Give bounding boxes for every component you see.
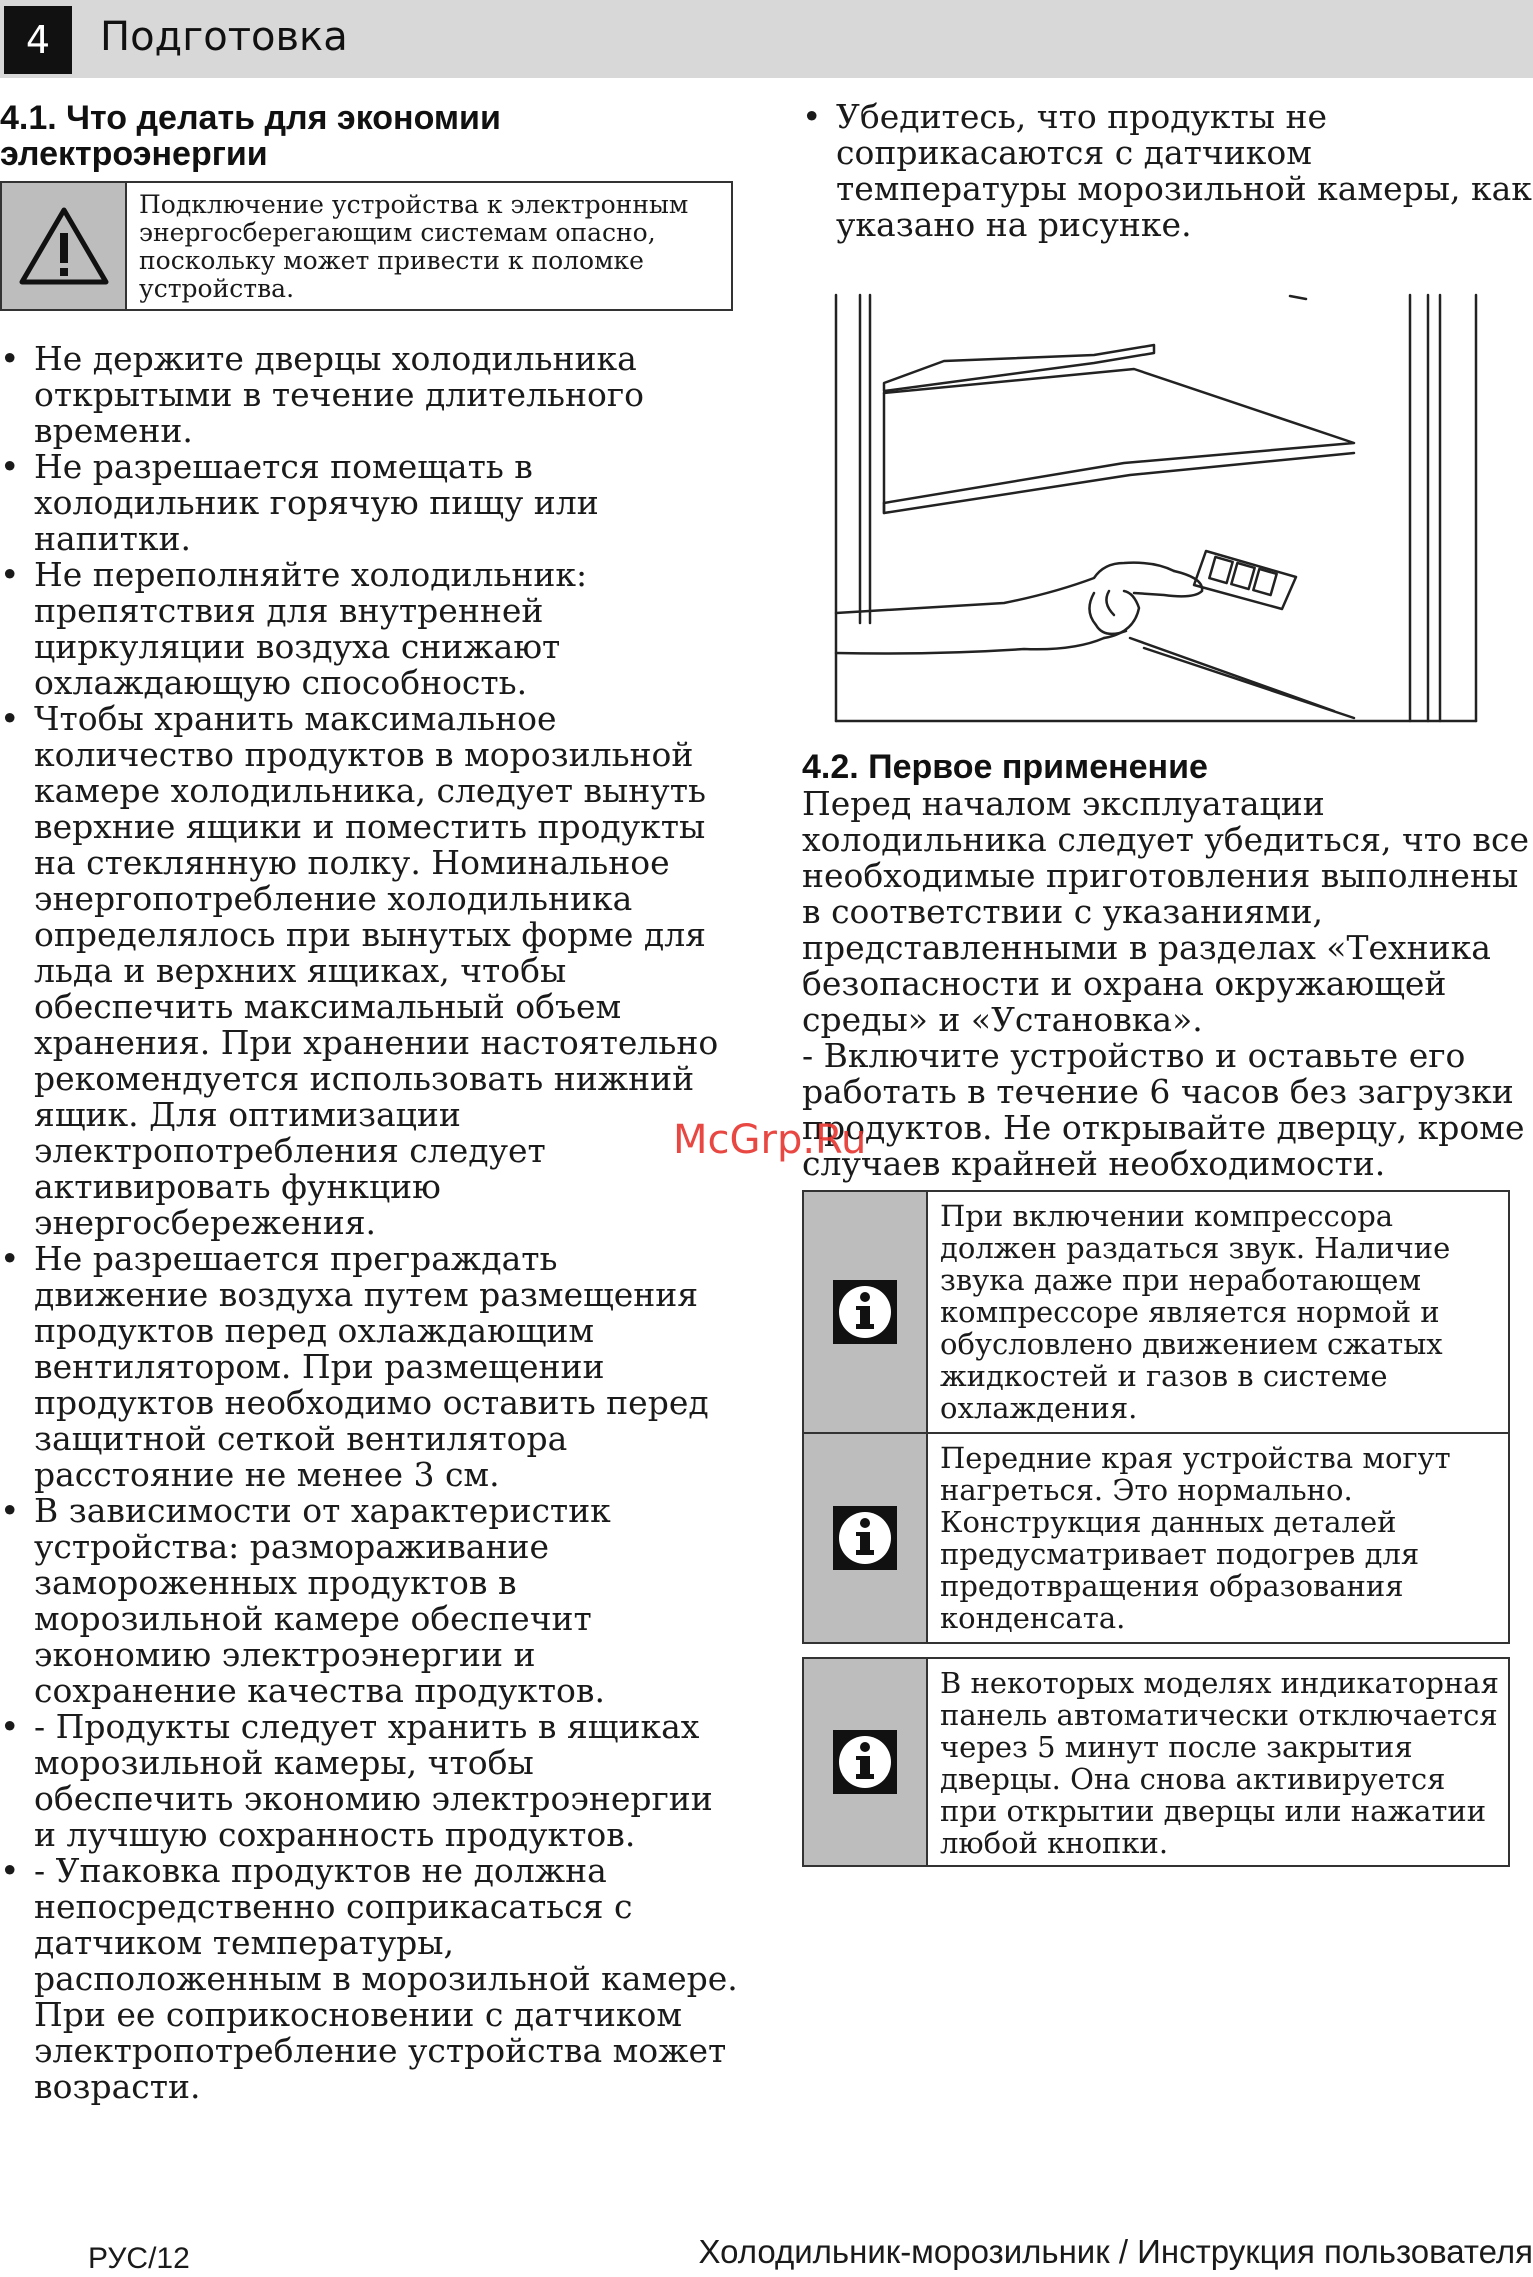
section-header-bar (0, 0, 1533, 78)
page-number: РУС/12 (88, 2242, 190, 2275)
info-note-row (804, 1432, 1508, 1642)
info-icon (833, 1280, 897, 1344)
info-note-text: Передние края устройства могут нагреться. Это нормально. Конструкция данных деталей предусматривает подогрев для предотвращения образования конденсата. (940, 1441, 1451, 1635)
list-item: • Чтобы хранить максимальное количество продуктов в морозильной камере холодильника, следует вынуть верхние ящики и поместить продукты на стеклянную полку. Номинальное энергопотребление холодильника определялось при вынутых форме для льда и верхних ящиках, чтобы обеспечить максимальный объем хранения. При хранении настоятельно рекомендуется использовать нижний ящик. Для оптимизации электропотребления следует активировать функцию энергосбережения. (0, 701, 740, 1241)
warning-icon-cell (2, 183, 127, 309)
list-item: • Убедитесь, что продукты не соприкасаются с датчиком температуры морозильной камеры, как указано на рисунке. (802, 99, 1532, 243)
warning-text: Подключение устройства к электронным энергосберегающим системам опасно, поскольку может привести к поломке устройства. (139, 190, 689, 303)
watermark: McGrp.Ru (673, 1117, 867, 1163)
heading-4-1 (0, 100, 501, 172)
energy-saving-list (0, 341, 740, 2105)
info-notes-table (802, 1190, 1510, 1644)
list-item: • - Продукты следует хранить в ящиках морозильной камеры, чтобы обеспечить экономию электроэнергии и лучшую сохранность продуктов. (0, 1709, 740, 1853)
warning-box (0, 181, 733, 311)
first-use-instruction: - Включите устройство и оставьте его работать в течение 6 часов без загрузки продуктов. Не открывайте дверцу, кроме случаев крайней необходимости. (802, 1036, 1525, 1183)
heading-4-1-line2: электроэнергии (0, 135, 268, 173)
sensor-bullet-list (802, 99, 1532, 243)
warning-triangle-icon (18, 205, 110, 287)
list-item: • Не переполняйте холодильник: препятствия для внутренней циркуляции воздуха снижают охлаждающую способность. (0, 557, 740, 701)
info-icon (833, 1730, 897, 1794)
info-icon-cell (804, 1659, 928, 1865)
list-item: • Не разрешается преграждать движение воздуха путем размещения продуктов перед охлаждающим вентилятором. При размещении продуктов необходимо оставить перед защитной сеткой вентилятора расстояние не менее 3 см. (0, 1241, 740, 1493)
heading-4-2: 4.2. Первое применение (802, 748, 1208, 786)
list-item: • - Упаковка продуктов не должна непосредственно соприкасаться с датчиком температуры, расположенным в морозильной камере. При ее соприкосновении с датчиком электропотребление устройства может возрасти. (0, 1853, 740, 2105)
info-icon (833, 1506, 897, 1570)
info-note-row (804, 1659, 1508, 1865)
first-use-paragraph: Перед началом эксплуатации холодильника следует убедиться, что все необходимые приготовления выполнены в соответствии с указаниями, представленными в разделах «Техника безопасности и охрана окружающей среды» и «Установка». (802, 784, 1529, 1039)
freezer-sensor-illustration (834, 293, 1478, 723)
info-note-row (804, 1192, 1508, 1432)
info-notes-table-2 (802, 1657, 1510, 1867)
info-icon-cell (804, 1434, 928, 1642)
info-icon-cell (804, 1192, 928, 1432)
list-item: • Не разрешается помещать в холодильник горячую пищу или напитки. (0, 449, 740, 557)
info-note-text: При включении компрессора должен раздаться звук. Наличие звука даже при неработающем компрессоре является нормой и обусловлено движением сжатых жидкостей и газов в системе охлаждения. (940, 1199, 1451, 1425)
section-number: 4 (4, 6, 72, 74)
info-note-text: В некоторых моделях индикаторная панель автоматически отключается через 5 минут после закрытия дверцы. Она снова активируется при открытии дверцы или нажатии любой кнопки. (940, 1666, 1499, 1860)
list-item: • В зависимости от характеристик устройства: размораживание замороженных продуктов в морозильной камере обеспечит экономию электроэнергии и сохранение качества продуктов. (0, 1493, 740, 1709)
heading-4-1-line1: 4.1. Что делать для экономии (0, 99, 501, 137)
list-item: • Не держите дверцы холодильника открытыми в течение длительного времени. (0, 341, 740, 449)
section-title: Подготовка (100, 14, 348, 60)
document-title: Холодильник-морозильник / Инструкция пользователя (698, 2233, 1533, 2270)
